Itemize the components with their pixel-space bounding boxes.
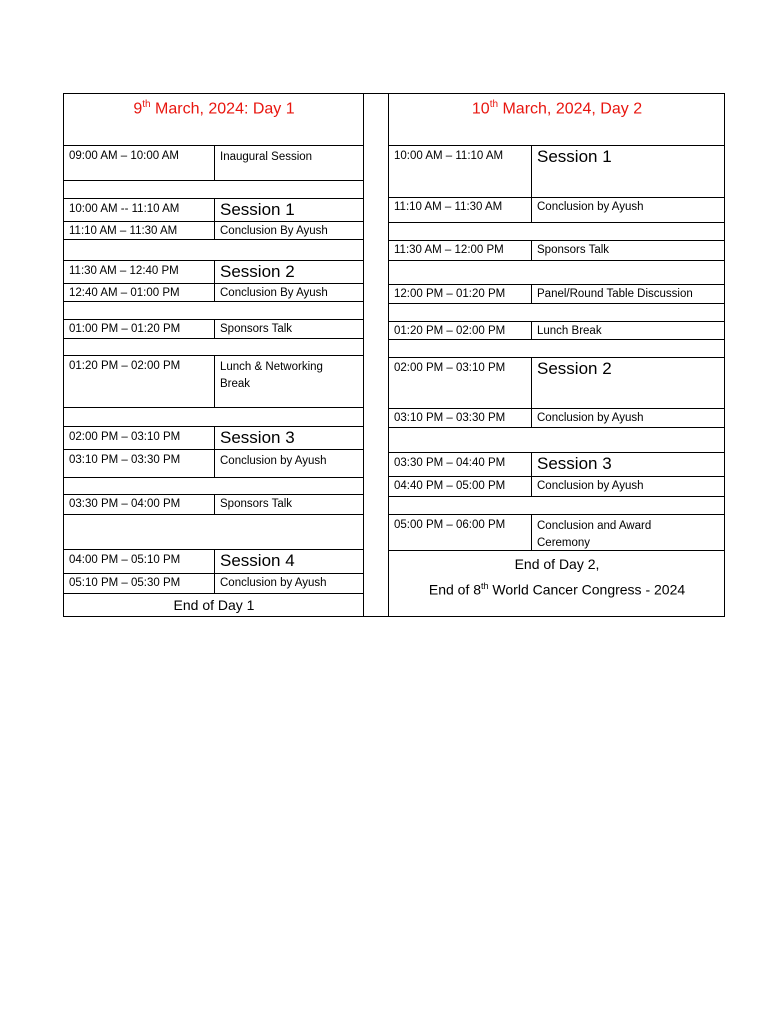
day1-header-row xyxy=(64,94,363,146)
activity-cell: Conclusion by Ayush xyxy=(220,577,327,589)
activity-cell: Session 3 xyxy=(537,454,612,473)
day1-title: 9th March, 2024: Day 1 xyxy=(133,99,295,118)
table-row xyxy=(389,146,724,198)
activity-cell: Sponsors Talk xyxy=(537,244,610,256)
day1-schedule-table xyxy=(63,93,364,617)
table-row xyxy=(389,198,724,223)
activity-cell: Inaugural Session xyxy=(220,151,313,163)
table-row xyxy=(389,285,724,304)
spacer-row xyxy=(389,428,724,453)
time-cell: 03:10 PM – 03:30 PM xyxy=(389,409,532,427)
time-cell: 03:10 PM – 03:30 PM xyxy=(64,450,215,477)
day2-end-row xyxy=(389,551,724,616)
table-row xyxy=(64,146,363,181)
time-cell: 05:00 PM – 06:00 PM xyxy=(389,515,532,550)
activity-cell: Session 1 xyxy=(537,147,612,166)
table-row xyxy=(64,550,363,574)
activity-cell: Sponsors Talk xyxy=(220,498,293,510)
table-row xyxy=(389,358,724,409)
table-row xyxy=(389,453,724,477)
time-cell: 01:00 PM – 01:20 PM xyxy=(64,320,215,338)
spacer-row xyxy=(64,339,363,356)
time-cell: 11:30 AM – 12:40 PM xyxy=(64,261,215,283)
spacer-row xyxy=(64,302,363,320)
time-cell: 01:20 PM – 02:00 PM xyxy=(64,356,215,407)
spacer-row xyxy=(389,497,724,515)
day2-header-row xyxy=(389,94,724,146)
time-cell: 12:40 AM – 01:00 PM xyxy=(64,284,215,301)
time-cell: 10:00 AM -- 11:10 AM xyxy=(64,199,215,221)
spacer-row xyxy=(64,240,363,261)
day2-title: 10th March, 2024, Day 2 xyxy=(471,99,643,118)
table-row xyxy=(64,261,363,284)
table-row xyxy=(64,450,363,478)
spacer-row xyxy=(389,304,724,322)
spacer-row xyxy=(64,478,363,495)
time-cell: 02:00 PM – 03:10 PM xyxy=(64,427,215,449)
table-row xyxy=(64,574,363,594)
time-cell: 12:00 PM – 01:20 PM xyxy=(389,285,532,303)
table-row xyxy=(64,284,363,302)
activity-cell: Conclusion by Ayush xyxy=(537,480,644,492)
activity-cell: Conclusion By Ayush xyxy=(220,287,328,299)
activity-cell: Session 3 xyxy=(220,428,295,447)
time-cell: 05:10 PM – 05:30 PM xyxy=(64,574,215,593)
spacer-row xyxy=(64,181,363,199)
day2-schedule-table xyxy=(388,93,725,617)
time-cell: 11:30 AM – 12:00 PM xyxy=(389,241,532,260)
time-cell: 11:10 AM – 11:30 AM xyxy=(64,222,215,239)
spacer-row xyxy=(389,340,724,358)
time-cell: 11:10 AM – 11:30 AM xyxy=(389,198,532,222)
column-divider xyxy=(363,93,389,617)
end-of-day2-text xyxy=(389,551,724,616)
spacer-row xyxy=(64,408,363,427)
day1-end-row xyxy=(64,594,363,616)
table-row xyxy=(389,477,724,497)
table-row xyxy=(64,427,363,450)
table-row xyxy=(389,241,724,261)
table-row xyxy=(64,199,363,222)
activity-cell: Conclusion and Award Ceremony xyxy=(537,520,652,549)
table-row xyxy=(389,515,724,551)
end-of-congress-line: End of 8th World Cancer Congress - 2024 xyxy=(428,581,686,598)
activity-cell: Conclusion By Ayush xyxy=(220,225,328,237)
spacer-row xyxy=(389,261,724,285)
activity-cell: Conclusion by Ayush xyxy=(537,201,644,213)
activity-cell: Session 2 xyxy=(220,262,295,281)
spacer-row xyxy=(64,515,363,550)
table-row xyxy=(64,320,363,339)
table-row xyxy=(389,409,724,428)
table-row xyxy=(64,495,363,515)
time-cell: 02:00 PM – 03:10 PM xyxy=(389,358,532,408)
end-of-day1-text: End of Day 1 xyxy=(173,597,255,613)
table-row xyxy=(64,356,363,408)
end-of-day2-line1: End of Day 2, xyxy=(514,556,600,572)
table-row xyxy=(64,222,363,240)
activity-cell: Panel/Round Table Discussion xyxy=(537,288,693,300)
activity-cell: Sponsors Talk xyxy=(220,323,293,335)
activity-cell: Session 2 xyxy=(537,359,612,378)
activity-cell: Conclusion by Ayush xyxy=(537,412,644,424)
spacer-row xyxy=(389,223,724,241)
time-cell: 09:00 AM – 10:00 AM xyxy=(64,146,215,180)
activity-cell: Session 1 xyxy=(220,200,295,219)
activity-cell: Session 4 xyxy=(220,551,295,570)
activity-cell: Conclusion by Ayush xyxy=(220,455,327,467)
table-row xyxy=(389,322,724,340)
time-cell: 10:00 AM – 11:10 AM xyxy=(389,146,532,197)
time-cell: 03:30 PM – 04:00 PM xyxy=(64,495,215,514)
time-cell: 03:30 PM – 04:40 PM xyxy=(389,453,532,476)
time-cell: 04:40 PM – 05:00 PM xyxy=(389,477,532,496)
activity-cell: Lunch & Networking Break xyxy=(220,361,323,390)
time-cell: 04:00 PM – 05:10 PM xyxy=(64,550,215,573)
activity-cell: Lunch Break xyxy=(537,325,602,337)
time-cell: 01:20 PM – 02:00 PM xyxy=(389,322,532,339)
